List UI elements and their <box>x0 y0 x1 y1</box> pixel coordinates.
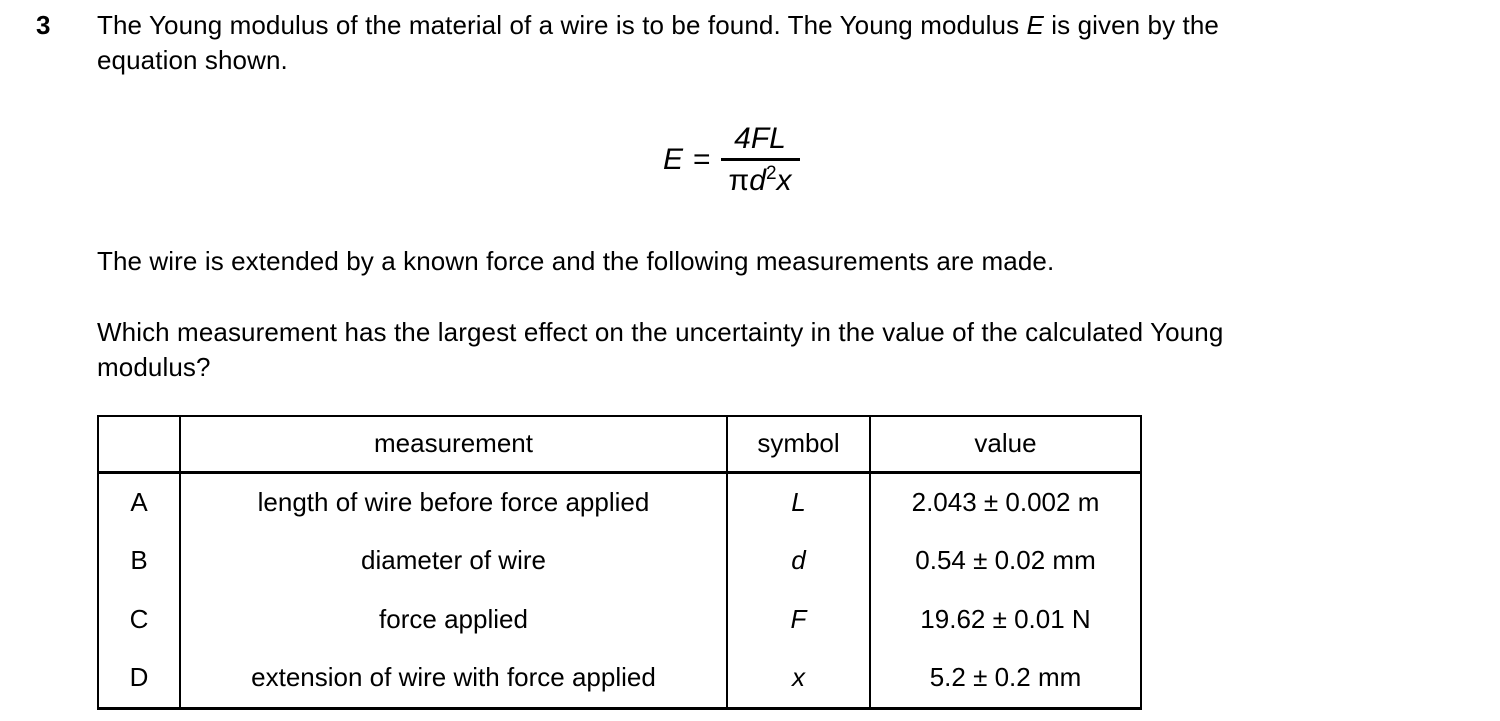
intro-line1-after: is given by the <box>1043 10 1219 40</box>
option-letter-a: A <box>98 472 180 531</box>
table-row-b <box>98 531 1141 590</box>
question-line2: modulus? <box>97 352 211 382</box>
diameter-symbol: d <box>749 163 766 197</box>
measurement-cell-c: force applied <box>180 590 727 649</box>
value-cell-b: 0.54 ± 0.02 mm <box>870 531 1141 590</box>
intro-paragraph <box>97 8 1442 78</box>
symbol-cell-a: L <box>727 472 870 531</box>
fraction-numerator: 4FL <box>734 121 786 155</box>
measurements-paragraph: The wire is extended by a known force and the following measurements are made. <box>97 246 1055 276</box>
measurement-cell-a: length of wire before force applied <box>180 472 727 531</box>
equation-fraction <box>721 123 800 198</box>
table-row-d <box>98 649 1141 708</box>
table-row-a <box>98 472 1141 531</box>
symbol-cell-b: d <box>727 531 870 590</box>
table-row-c <box>98 590 1141 649</box>
exponent: 2 <box>765 162 777 184</box>
header-blank-cell <box>98 416 180 472</box>
table-header-row <box>98 416 1141 472</box>
value-cell-d: 5.2 ± 0.2 mm <box>870 649 1141 708</box>
question-paragraph <box>97 315 1442 385</box>
intro-line2: equation shown. <box>97 45 288 75</box>
symbol-cell-c: F <box>727 590 870 649</box>
pi-symbol: π <box>728 163 750 197</box>
value-cell-c: 19.62 ± 0.01 N <box>870 590 1141 649</box>
measurement-table <box>97 415 1142 710</box>
question-number: 3 <box>36 10 51 40</box>
intro-line1-before: The Young modulus of the material of a wire is to be found. The Young modulus <box>97 10 1027 40</box>
fraction-denominator <box>721 158 800 198</box>
symbol-cell-d: x <box>727 649 870 708</box>
option-letter-c: C <box>98 590 180 649</box>
young-modulus-symbol: E <box>1026 10 1044 40</box>
value-cell-a: 2.043 ± 0.002 m <box>870 472 1141 531</box>
measurement-cell-b: diameter of wire <box>180 531 727 590</box>
option-letter-d: D <box>98 649 180 708</box>
young-modulus-equation <box>663 120 1442 200</box>
header-value: value <box>870 416 1141 472</box>
equals-sign: = <box>693 143 711 176</box>
extension-symbol: x <box>776 163 792 197</box>
question-line1: Which measurement has the largest effect on the uncertainty in the value of the calculated Young <box>97 317 1224 347</box>
header-symbol: symbol <box>727 416 870 472</box>
question-content <box>97 8 1442 710</box>
option-letter-b: B <box>98 531 180 590</box>
equation-lhs: E <box>663 143 684 176</box>
header-measurement: measurement <box>180 416 727 472</box>
measurement-cell-d: extension of wire with force applied <box>180 649 727 708</box>
